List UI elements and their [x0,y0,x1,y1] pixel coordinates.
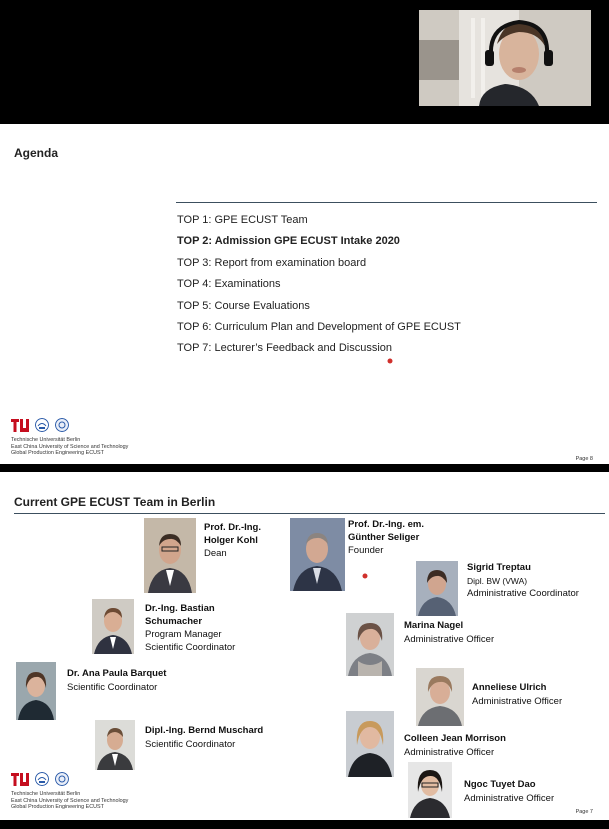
person-role: Founder [348,545,384,556]
footer-text [11,791,128,811]
footer-line: East China University of Science and Technology [11,443,129,450]
person-name: Marina Nagel [404,620,464,631]
footer-line: Technische Universität Berlin [11,437,81,443]
footer-line: Global Production Engineering ECUST [11,450,104,456]
photo-barquet [16,662,56,720]
photo-muschard [95,720,135,770]
page-number: Page 8 [575,456,593,462]
ecust-logo-icon [35,418,49,432]
person-name: Prof. Dr.-Ing. em. [348,519,425,530]
person-role: Administrative Officer [404,746,495,758]
agenda-list [177,210,461,360]
person-dao [464,779,554,805]
slide-title: Current GPE ECUST Team in Berlin [14,495,216,509]
footer-text [11,437,128,457]
footer-line: East China University of Science and Technology [11,797,129,804]
person-name: Ngoc Tuyet Dao [464,779,536,790]
photo-treptau [416,561,458,616]
agenda-item: TOP 3: Report from examination board [177,256,367,269]
person-name: Schumacher [145,615,203,627]
person-morrison [404,733,506,759]
person-role: Administrative Officer [472,695,563,707]
agenda-item: TOP 4: Examinations [177,278,281,291]
cursor-icon [361,572,369,580]
photo-kohl [144,518,196,593]
person-role: Scientific Coordinator [145,642,236,653]
gpe-logo-icon [55,418,69,432]
footer-line: Technische Universität Berlin [11,791,81,797]
person-seliger [348,519,424,557]
person-name: Sigrid Treptau [467,562,531,573]
agenda-item: TOP 6: Curriculum Plan and Development of GPE ECUST [177,320,461,333]
person-role: Dipl. BW (VWA) [467,575,528,586]
person-role: Scientific Coordinator [67,681,158,693]
person-muschard [145,725,263,751]
person-kohl [204,522,261,560]
cursor-icon [385,356,395,366]
person-name: Colleen Jean Morrison [404,733,506,744]
photo-seliger [290,518,345,591]
person-role: Administrative Officer [464,792,555,804]
title-rule [176,202,597,203]
person-name: Günther Seliger [348,531,420,543]
team-slide [0,472,609,820]
person-name: Holger Kohl [204,534,258,546]
photo-dao [408,762,452,818]
footer-logos [11,772,69,786]
person-name: Dr. Ana Paula Barquet [67,668,167,679]
photo-schumacher [92,599,134,654]
person-treptau [467,562,579,600]
footer-logos [11,418,69,432]
gpe-logo-icon [55,772,69,786]
person-role: Dean [204,548,227,559]
tu-berlin-logo-icon [11,773,29,786]
ecust-logo-icon [35,772,49,786]
person-role: Scientific Coordinator [145,738,236,750]
tu-berlin-logo-icon [11,419,29,432]
person-ulrich [472,682,562,708]
person-nagel [404,620,494,646]
photo-nagel [346,613,394,676]
footer-line: Global Production Engineering ECUST [11,804,104,810]
participant-video[interactable] [419,10,591,106]
page-number: Page 7 [575,809,593,815]
agenda-item: TOP 2: Admission GPE ECUST Intake 2020 [177,235,400,248]
slide-title: Agenda [14,146,59,160]
agenda-item: TOP 5: Course Evaluations [177,299,310,312]
person-name: Anneliese Ulrich [472,682,547,693]
person-name: Dipl.-Ing. Bernd Muschard [145,725,264,736]
title-rule [14,513,605,514]
photo-morrison [346,711,394,777]
person-barquet [67,668,166,694]
person-role: Program Manager [145,629,222,640]
person-schumacher [145,603,235,654]
agenda-item: TOP 1: GPE ECUST Team [177,214,308,226]
person-name: Prof. Dr.-Ing. [204,522,261,533]
participant-avatar [419,10,591,106]
person-role: Administrative Coordinator [467,587,579,599]
agenda-item: TOP 7: Lecturer’s Feedback and Discussion [177,342,393,355]
agenda-slide [0,124,609,464]
photo-ulrich [416,668,464,726]
person-role: Administrative Officer [404,633,495,645]
person-name: Dr.-Ing. Bastian [145,603,215,614]
